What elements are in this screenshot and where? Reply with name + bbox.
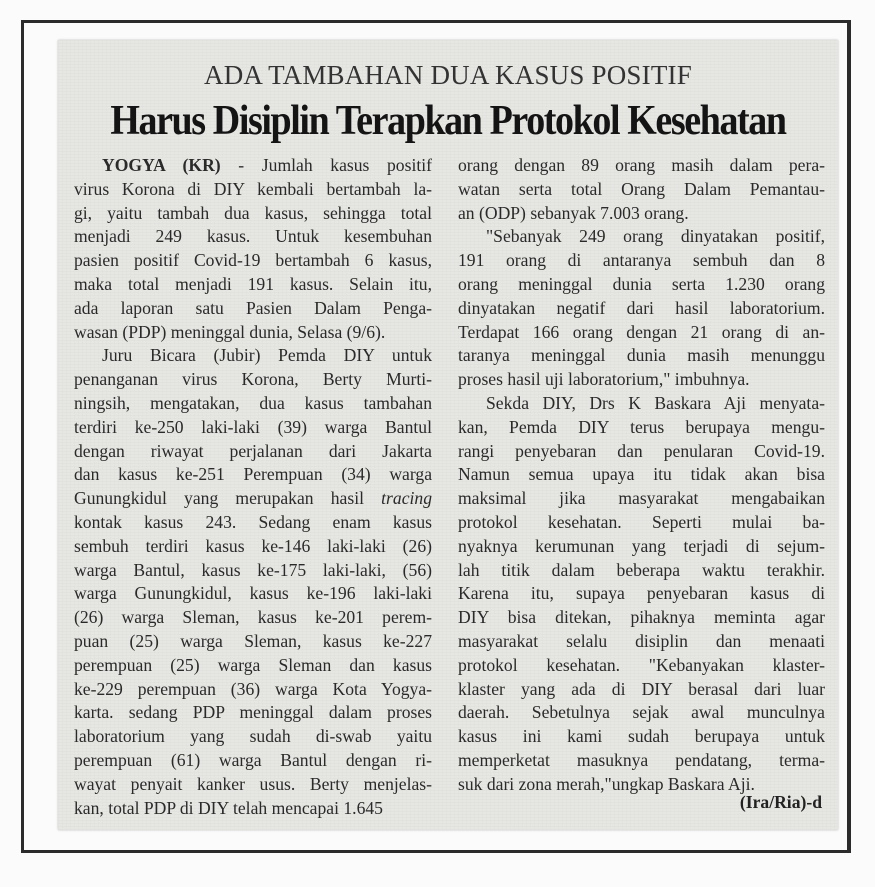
text-line: Namun semua upaya itu tidak akan bisa — [458, 464, 825, 485]
text-line: wasan (PDP) meninggal dunia, Selasa (9/6). — [74, 321, 386, 342]
text-line: suk dari zona merah,"ungkap Baskara Aji. — [458, 773, 755, 794]
text-line: Terdapat 166 orang dengan 21 orang di an- — [458, 321, 825, 342]
article-headline: Harus Disiplin Terapkan Protokol Kesehatan — [110, 97, 786, 145]
text-line: watan serta total Orang Dalam Pemantau- — [458, 178, 825, 199]
text-line: orang meninggal dunia serta 1.230 orang — [458, 273, 825, 294]
text-line: kasus ini kami sudah berupaya untuk — [458, 726, 825, 747]
text-line: protokol kesehatan. Seperti mulai ba- — [458, 511, 825, 532]
text-line: kan, Pemda DIY terus berupaya mengu- — [458, 416, 825, 437]
dateline: YOGYA (KR) — [102, 155, 221, 175]
text-line: memperketat masuknya pendatang, terma- — [458, 749, 825, 770]
line-text: - Jumlah kasus positif — [220, 155, 432, 175]
text-line: ningsih, mengatakan, dua kasus tambahan — [74, 392, 432, 413]
text-line: Gunungkidul yang merupakan hasil tracing — [74, 488, 432, 509]
text-line: ada laporan satu Pasien Dalam Penga- — [74, 297, 432, 318]
text-line: daerah. Sebetulnya sejak awal munculnya — [458, 702, 825, 723]
text-line: Karena itu, supaya penyebaran kasus di — [458, 583, 825, 604]
text-line: virus Korona di DIY kembali bertambah la- — [74, 178, 432, 199]
newspaper-clipping — [58, 40, 838, 830]
text-line: dengan riwayat perjalanan dari Jakarta — [74, 440, 432, 461]
author-credit: (Ira/Ria)-d — [739, 792, 822, 812]
text-line: an (ODP) sebanyak 7.003 orang. — [458, 202, 689, 223]
text-line: orang dengan 89 orang masih dalam pera- — [458, 155, 825, 175]
article-column-left — [74, 154, 432, 820]
text-line — [74, 154, 432, 178]
text-line: perempuan (25) warga Sleman dan kasus — [74, 654, 432, 675]
text-line: masyarakat selalu disiplin dan menaati — [458, 630, 825, 651]
text-line: dan kasus ke-251 Perempuan (34) warga — [74, 464, 432, 485]
text-line: nyaknya kerumunan yang terjadi di sejum- — [458, 535, 825, 556]
article-kicker: ADA TAMBAHAN DUA KASUS POSITIF — [204, 60, 692, 90]
text-line: terdiri ke-250 laki-laki (39) warga Bantul — [74, 416, 432, 437]
text-line: maka total menjadi 191 kasus. Selain itu, — [74, 273, 432, 294]
text-line: Juru Bicara (Jubir) Pemda DIY untuk — [102, 345, 432, 366]
text-line: lah titik dalam beberapa waktu terakhir. — [458, 559, 825, 580]
text-line: warga Gunungkidul, kasus ke-196 laki-laki — [74, 583, 432, 604]
text-line: karta. sedang PDP meninggal dalam proses — [74, 702, 432, 723]
text-line: kan, total PDP di DIY telah mencapai 1.645 — [74, 797, 383, 818]
text-line: 191 orang di antaranya sembuh dan 8 — [458, 250, 825, 271]
text-line: proses hasil uji laboratorium," imbuhnya. — [458, 369, 750, 390]
text-line: sembuh terdiri kasus ke-146 laki-laki (26) — [74, 535, 432, 556]
text-line: (26) warga Sleman, kasus ke-201 perem- — [74, 607, 432, 628]
text-line: menjadi 249 kasus. Untuk kesembuhan — [74, 226, 432, 247]
text-line: ke-229 perempuan (36) warga Kota Yogya- — [74, 678, 432, 699]
text-line: dinyatakan negatif dari hasil laboratorium. — [458, 297, 825, 318]
text-line: laboratorium yang sudah di-swab yaitu — [74, 726, 432, 747]
text-line: Sekda DIY, Drs K Baskara Aji menyata- — [486, 392, 825, 413]
text-line: kontak kasus 243. Sedang enam kasus — [74, 511, 432, 532]
text-line: pasien positif Covid-19 bertambah 6 kasus, — [74, 250, 432, 271]
text-line: puan (25) warga Sleman, kasus ke-227 — [74, 630, 432, 651]
text-line: warga Bantul, kasus ke-175 laki-laki, (56) — [74, 559, 432, 580]
article-column-right — [458, 154, 825, 797]
text-line: rangi penyebaran dan penularan Covid-19. — [458, 440, 825, 461]
text-line: gi, yaitu tambah dua kasus, sehingga total — [74, 202, 432, 223]
text-line: penanganan virus Korona, Berty Murti- — [74, 369, 432, 390]
text-line: "Sebanyak 249 orang dinyatakan positif, — [486, 226, 825, 247]
text-line: protokol kesehatan. "Kebanyakan klaster- — [458, 654, 825, 675]
text-line: DIY bisa ditekan, pihaknya meminta agar — [458, 607, 825, 628]
text-line: taranya meninggal dunia masih menunggu — [458, 345, 825, 366]
text-line: perempuan (61) warga Bantul dengan ri- — [74, 749, 432, 770]
text-line: maksimal jika masyarakat mengabaikan — [458, 488, 825, 509]
text-line: wayat penyait kanker usus. Berty menjelas- — [74, 773, 432, 794]
text-line: klaster yang ada di DIY berasal dari luar — [458, 678, 825, 699]
